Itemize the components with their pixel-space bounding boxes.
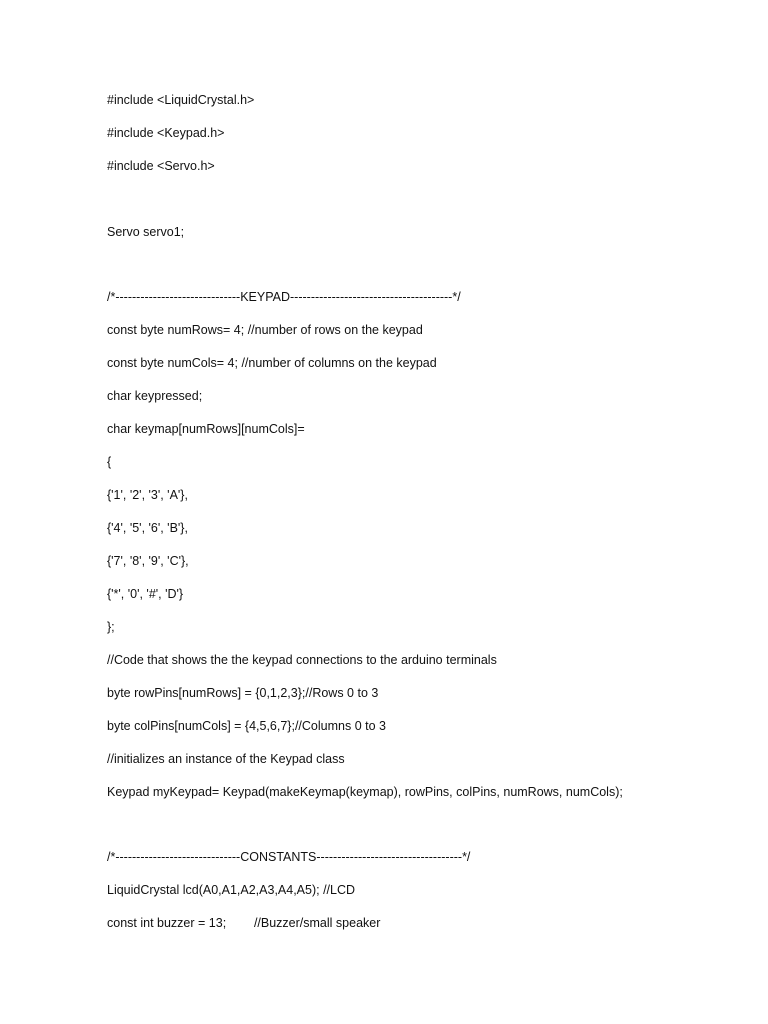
code-line-instance-comment: //initializes an instance of the Keypad class bbox=[107, 752, 345, 766]
code-line-keypressed: char keypressed; bbox=[107, 389, 203, 403]
code-line-close-brace: }; bbox=[107, 620, 115, 634]
code-line-keymap-row-4: {'*', '0', '#', 'D'} bbox=[107, 587, 184, 601]
code-line-include-servo: #include <Servo.h> bbox=[107, 159, 215, 173]
code-line-keymap-row-3: {'7', '8', '9', 'C'}, bbox=[107, 554, 189, 568]
code-line-buzzer-constant: const int buzzer = 13; //Buzzer/small speaker bbox=[107, 916, 381, 930]
code-line-constants-section-comment: /*------------------------------CONSTANTS-----------------------------------*/ bbox=[107, 850, 471, 864]
code-line-keymap-declaration: char keymap[numRows][numCols]= bbox=[107, 422, 305, 436]
code-line-lcd-declaration: LiquidCrystal lcd(A0,A1,A2,A3,A4,A5); //LCD bbox=[107, 883, 356, 897]
code-line-include-liquidcrystal: #include <LiquidCrystal.h> bbox=[107, 93, 255, 107]
code-line-rowpins: byte rowPins[numRows] = {0,1,2,3};//Rows 0 to 3 bbox=[107, 686, 379, 700]
code-line-numrows: const byte numRows= 4; //number of rows on the keypad bbox=[107, 323, 423, 337]
code-line-numcols: const byte numCols= 4; //number of columns on the keypad bbox=[107, 356, 437, 370]
code-line-servo-declaration: Servo servo1; bbox=[107, 225, 185, 239]
code-line-include-keypad: #include <Keypad.h> bbox=[107, 126, 225, 140]
code-line-keypad-section-comment: /*------------------------------KEYPAD---------------------------------------*/ bbox=[107, 290, 461, 304]
code-line-open-brace: { bbox=[107, 455, 112, 469]
code-line-keymap-row-2: {'4', '5', '6', 'B'}, bbox=[107, 521, 188, 535]
code-line-colpins: byte colPins[numCols] = {4,5,6,7};//Columns 0 to 3 bbox=[107, 719, 386, 733]
code-line-keypad-instance: Keypad myKeypad= Keypad(makeKeymap(keymap), rowPins, colPins, numRows, numCols); bbox=[107, 785, 623, 799]
code-line-keymap-row-1: {'1', '2', '3', 'A'}, bbox=[107, 488, 188, 502]
code-line-connections-comment: //Code that shows the the keypad connections to the arduino terminals bbox=[107, 653, 497, 667]
